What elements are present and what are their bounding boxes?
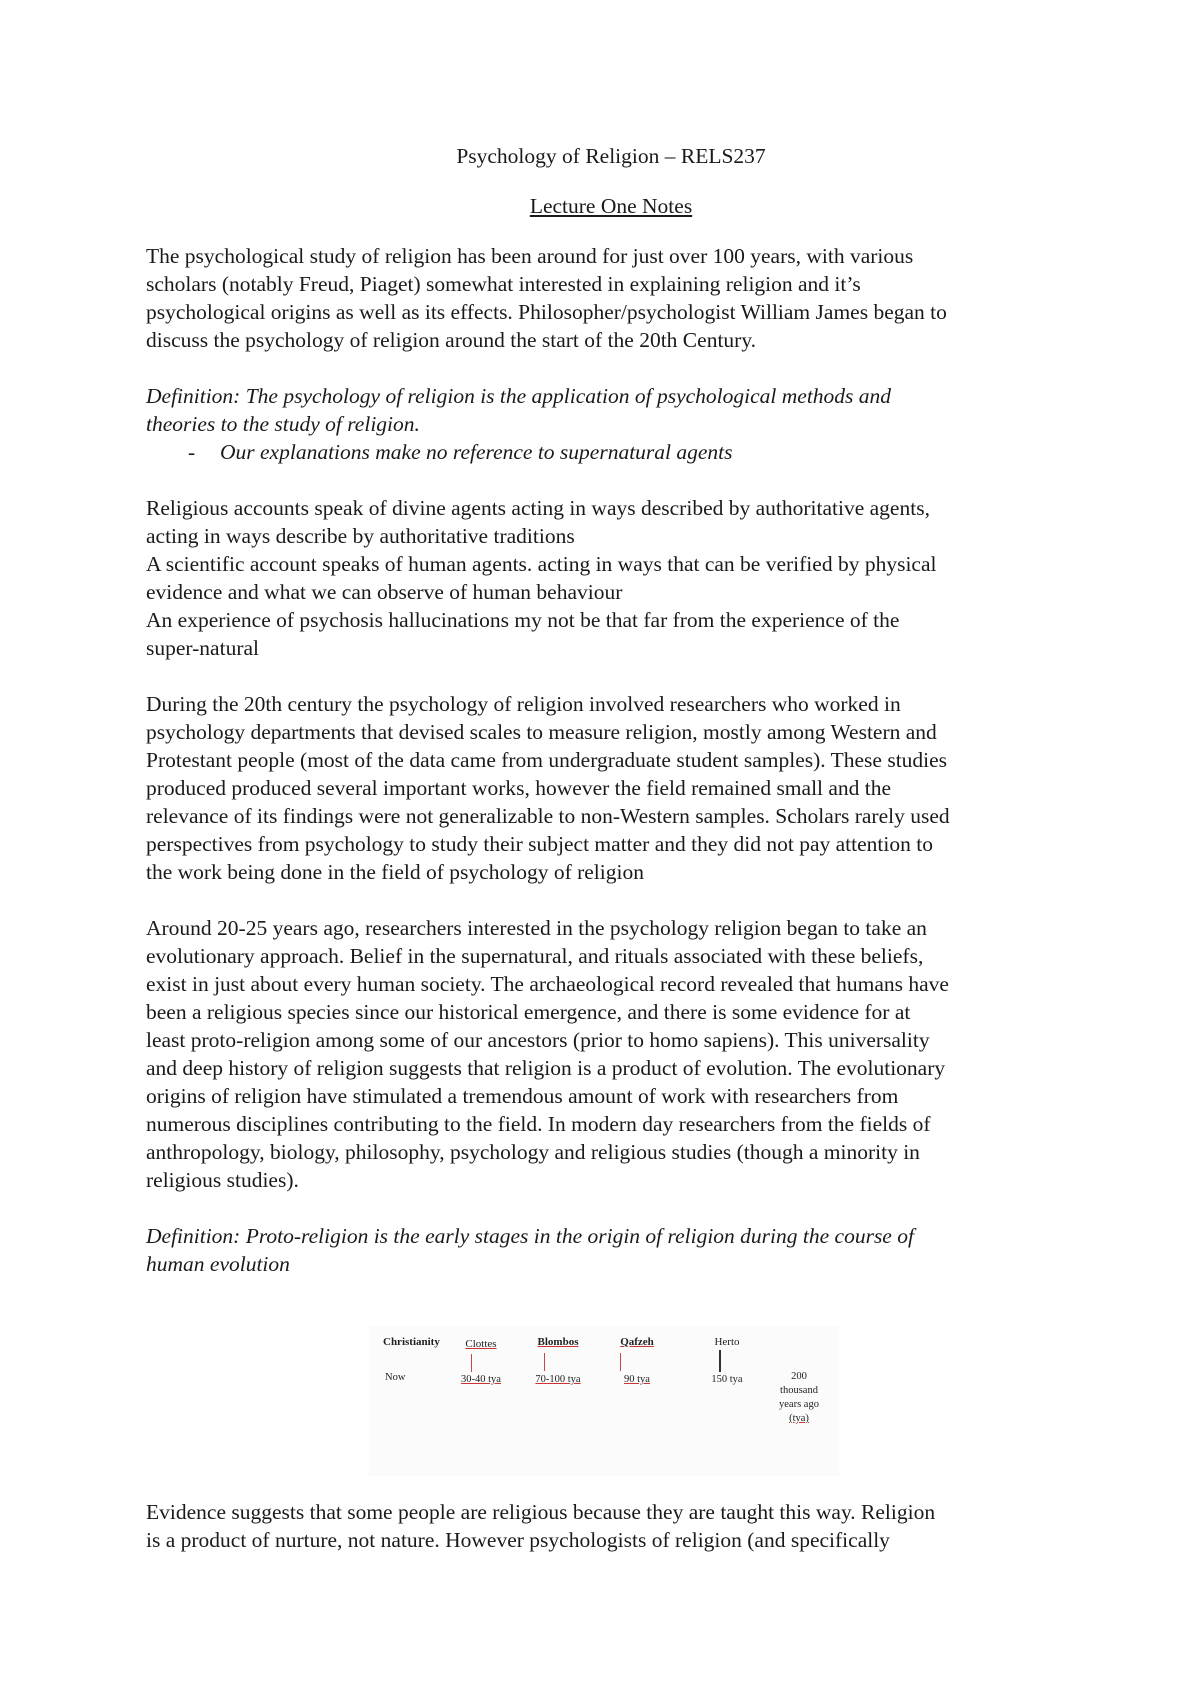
timeline-site [383, 1336, 453, 1383]
timeline-figure [369, 1326, 839, 1476]
text-line: During the 20th century the psychology of religion involved researchers who worked in [146, 692, 901, 716]
evolution-paragraph [146, 914, 1076, 1194]
text-line: evolutionary approach. Belief in the supernatural, and rituals associated with these beliefs, [146, 944, 924, 968]
text-line: least proto-religion among some of our ancestors (prior to homo sapiens). This universality [146, 1028, 930, 1052]
text-line: Around 20-25 years ago, researchers interested in the psychology religion began to take an [146, 916, 927, 940]
text-line: discuss the psychology of religion around the start of the 20th Century. [146, 328, 757, 352]
site-name: Clottes [465, 1338, 497, 1350]
text-line: Protestant people (most of the data came from undergraduate student samples). These studies [146, 748, 948, 772]
text-line: psychology departments that devised scales to measure religion, mostly among Western and [146, 720, 937, 744]
bullet-item [146, 438, 1076, 466]
text-line: Definition: The psychology of religion is the application of psychological methods and [146, 384, 892, 408]
bullet-dash: - [188, 440, 196, 464]
intro-paragraph [146, 242, 1076, 354]
text-line: super-natural [146, 636, 259, 660]
text-line: evidence and what we can observe of human behaviour [146, 580, 623, 604]
text-line: A scientific account speaks of human agents. acting in ways that can be verified by physical [146, 552, 937, 576]
closing-paragraph [146, 1498, 1076, 1554]
text-line: human evolution [146, 1252, 290, 1276]
text-line: exist in just about every human society. The archaeological record revealed that humans have [146, 972, 949, 996]
endpoint-line: thousand [780, 1385, 818, 1396]
text-line: An experience of psychosis hallucinations my not be that far from the experience of the [146, 608, 900, 632]
text-line: is a product of nurture, not nature. However psychologists of religion (and specifically [146, 1528, 890, 1552]
page-subtitle: Lecture One Notes [529, 194, 693, 218]
document-body [146, 142, 1076, 1278]
site-date: 150 tya [711, 1374, 743, 1385]
timeline-site [451, 1338, 511, 1385]
timeline-site [607, 1336, 667, 1385]
text-line: Religious accounts speak of divine agents acting in ways described by authoritative agents, [146, 496, 930, 520]
timeline-tick [719, 1350, 721, 1372]
definition-proto-religion [146, 1222, 1076, 1278]
page-title: Psychology of Religion – RELS237 [456, 144, 766, 168]
text-line: and deep history of religion suggests that religion is a product of evolution. The evolutionary [146, 1056, 946, 1080]
text-line: the work being done in the field of psychology of religion [146, 860, 644, 884]
site-date: 70-100 tya [535, 1374, 581, 1385]
endpoint-line: 200 [791, 1371, 807, 1382]
site-name: Christianity [383, 1336, 440, 1348]
site-date: 90 tya [624, 1374, 650, 1385]
text-line: origins of religion have stimulated a tremendous amount of work with researchers from [146, 1084, 899, 1108]
text-line: anthropology, biology, philosophy, psychology and religious studies (though a minority in [146, 1140, 920, 1164]
timeline-tick [544, 1353, 545, 1371]
text-line: perspectives from psychology to study their subject matter and they did not pay attention to [146, 832, 933, 856]
site-name: Qafzeh [620, 1336, 654, 1348]
definition-psychology-of-religion [146, 382, 1076, 438]
site-date: 30-40 tya [461, 1374, 501, 1385]
site-name: Blombos [537, 1336, 579, 1348]
text-line: Evidence suggests that some people are religious because they are taught this way. Religion [146, 1500, 936, 1524]
site-name: Herto [714, 1336, 740, 1348]
endpoint-line: (tya) [789, 1413, 809, 1424]
text-line: acting in ways describe by authoritative traditions [146, 524, 575, 548]
text-line: numerous disciplines contributing to the field. In modern day researchers from the fields of [146, 1112, 931, 1136]
text-line: produced produced several important works, however the field remained small and the [146, 776, 892, 800]
timeline-site [523, 1336, 593, 1385]
text-line: psychological origins as well as its effects. Philosopher/psychologist William James began to [146, 300, 947, 324]
timeline-tick [620, 1353, 621, 1371]
text-line: religious studies). [146, 1168, 299, 1192]
closing-block [146, 1498, 1076, 1554]
timeline-endpoint [769, 1370, 829, 1426]
twentieth-century-paragraph [146, 690, 1076, 886]
text-line: been a religious species since our historical emergence, and there is some evidence for at [146, 1000, 911, 1024]
bullet-text: Our explanations make no reference to supernatural agents [220, 440, 733, 464]
text-line: theories to the study of religion. [146, 412, 420, 436]
text-line: Definition: Proto-religion is the early stages in the origin of religion during the course of [146, 1224, 914, 1248]
timeline-tick [471, 1354, 472, 1372]
timeline-site [697, 1336, 757, 1385]
text-line: relevance of its findings were not generalizable to non-Western samples. Scholars rarely used [146, 804, 950, 828]
accounts-paragraph [146, 494, 1076, 662]
text-line: The psychological study of religion has been around for just over 100 years, with various [146, 244, 914, 268]
text-line: scholars (notably Freud, Piaget) somewhat interested in explaining religion and it’s [146, 272, 861, 296]
endpoint-line: years ago [779, 1399, 819, 1410]
site-date: Now [385, 1372, 406, 1383]
